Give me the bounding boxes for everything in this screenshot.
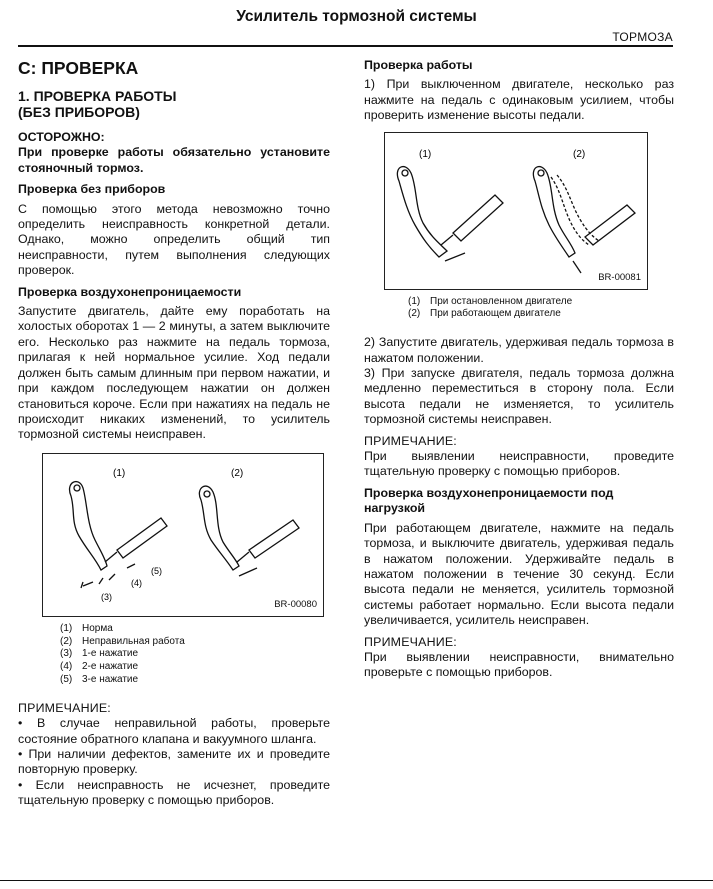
callout-1: (1) xyxy=(419,148,432,160)
caution-text: При проверке работы обязательно установите стояночный тормоз. xyxy=(18,145,330,175)
page-header-title: Усилитель тормозной системы xyxy=(236,8,477,25)
legend-item: (2) Неправильная работа xyxy=(60,635,185,647)
figure-br-00080 xyxy=(42,453,324,617)
figure-code: BR-00081 xyxy=(598,272,641,284)
callout-2: (2) xyxy=(573,148,586,160)
paragraph-step2: 2) Запустите двигатель, удерживая педаль тормоза в нажатом положении. xyxy=(364,335,674,365)
legend-item: (4) 2-е нажатие xyxy=(60,661,139,673)
paragraph-step3: 3) При запуске двигателя, педаль тормоза должна медленно переместиться в сторону пола. Если высота педали не изменяется, то усилитель тормозной системы неисправен. xyxy=(364,366,674,427)
note-title: ПРИМЕЧАНИЕ: xyxy=(18,700,111,715)
figure-legend-left xyxy=(58,623,330,687)
note-title: ПРИМЕЧАНИЕ: xyxy=(364,433,457,448)
section-title: C: ПРОВЕРКА xyxy=(18,58,139,78)
callout-3: (3) xyxy=(101,591,112,602)
footer-divider xyxy=(0,880,713,881)
paragraph-step1: 1) При выключенном двигателе, несколько раз нажмите на педаль с одинаковым усилием, чтобы проверить изменение высоты педали. xyxy=(364,77,674,123)
heading-no-tools: Проверка без приборов xyxy=(18,182,166,197)
figure-br-00081 xyxy=(384,132,648,290)
note-bullet: • При наличии дефектов, замените их и проведите повторную проверку. xyxy=(18,746,330,777)
note-bullet: • В случае неправильной работы, проверьте состояние обратного клапана и вакуумного шланга. xyxy=(18,716,330,746)
header-divider xyxy=(18,45,673,47)
legend-item: (3) 1-е нажатие xyxy=(60,648,139,660)
paragraph-airtight-load: При работающем двигателе, нажмите на педаль тормоза, и выключите двигатель, удерживая педаль в нажатом положении. Удерживайте педаль в нажатом положении в течение 30 секунд. Если высота педали не меняется, усилитель тормозной системы работает нормально. Если высота педали увеличивается, усилитель неисправен. xyxy=(364,520,674,628)
callout-5: (5) xyxy=(151,565,162,576)
subsection-title-line1: 1. ПРОВЕРКА РАБОТЫ xyxy=(18,88,177,104)
subsection-title-line2: (БЕЗ ПРИБОРОВ) xyxy=(18,104,140,120)
legend-item: (5) 3-е нажатие xyxy=(60,673,139,685)
heading-operation: Проверка работы xyxy=(364,58,473,72)
subsection-title xyxy=(18,88,330,120)
left-column xyxy=(18,58,330,809)
heading-airtight-load: Проверка воздухонепроницаемости под нагрузкой xyxy=(364,485,614,516)
caution-title: ОСТОРОЖНО: xyxy=(18,130,105,144)
note-bullet: • Если неисправность не исчезнет, проведите тщательную проверку с помощью приборов. xyxy=(18,777,330,808)
figure-legend-right xyxy=(406,296,674,322)
callout-1: (1) xyxy=(113,467,126,479)
right-column xyxy=(364,58,674,681)
pedal-stroke-illustration xyxy=(43,454,323,616)
callout-4: (4) xyxy=(131,577,142,588)
paragraph-airtight: Запустите двигатель, дайте ему поработать на холостых оборотах 1 — 2 минуты, а затем выключите его. Несколько раз нажмите на педаль тормоза, прилагая к ней нормальное усилие. Ход педали должен быть самым длинным при первом нажатии, и при каждом последующем нажатии он должен становиться короче. Если при нажатиях на педаль не происходит никаких изменений, то усилитель тормозной системы неисправен. xyxy=(18,304,330,442)
figure-code: BR-00080 xyxy=(274,599,317,611)
legend-item: (1) При остановленном двигателе xyxy=(408,295,573,307)
heading-airtight: Проверка воздухонепроницаемости xyxy=(18,284,242,299)
page-header-section: ТОРМОЗА xyxy=(612,30,673,44)
note-title: ПРИМЕЧАНИЕ: xyxy=(364,634,457,649)
paragraph-no-tools: С помощью этого метода невозможно точно определить неисправность конкретной детали. Однако, можно определить общий тип неисправности, путем выполнения следующих проверок. xyxy=(18,201,330,278)
legend-item: (1) Норма xyxy=(60,622,113,634)
legend-item: (2) При работающем двигателе xyxy=(408,308,561,320)
callout-2: (2) xyxy=(231,467,244,479)
note-text: При выявлении неисправности, внимательно проверьте с помощью приборов. xyxy=(364,649,674,680)
pedal-height-illustration xyxy=(385,133,647,289)
note-text: При выявлении неисправности, проведите тщательную проверку с помощью приборов. xyxy=(364,449,674,479)
